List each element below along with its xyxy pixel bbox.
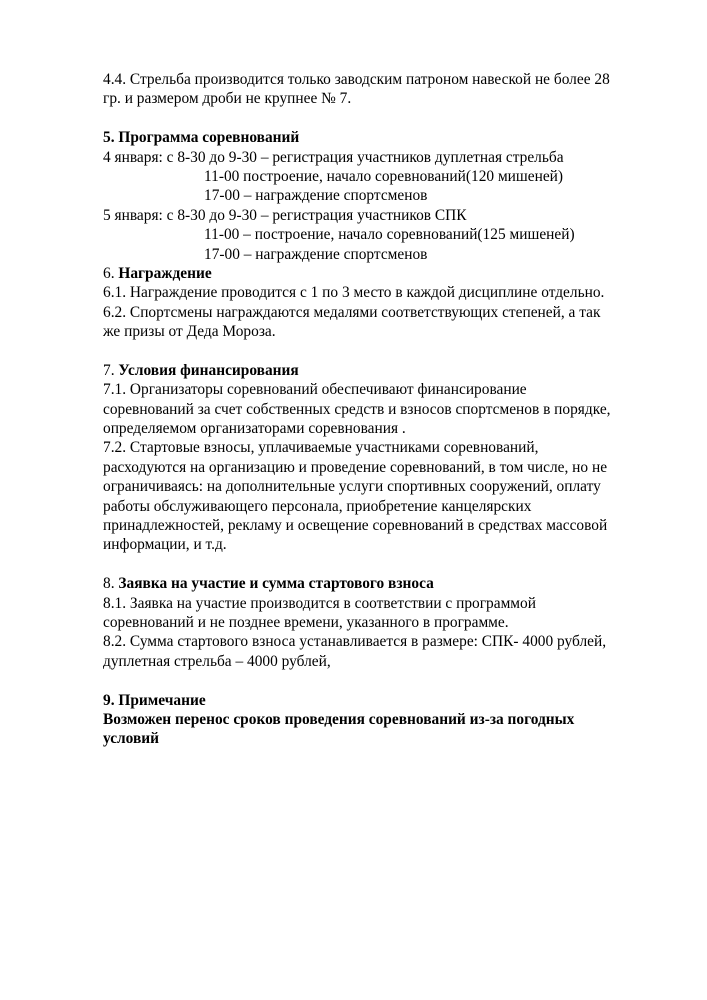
section-9-heading: 9. Примечание bbox=[103, 691, 206, 709]
schedule-day-1: 4 января: с 8-30 до 9-30 – регистрация участников дуплетная стрельба bbox=[103, 148, 564, 166]
spacer bbox=[103, 555, 623, 574]
section-7-number: 7. bbox=[103, 361, 119, 379]
section-8-title: Заявка на участие и сумма стартового взноса bbox=[118, 575, 434, 593]
section-7-heading bbox=[103, 361, 623, 380]
section-6-title: Награждение bbox=[118, 264, 212, 282]
clause-8-2-line-1: 8.2. Сумма стартового взноса устанавливается в размере: СПК- 4000 рублей, bbox=[103, 633, 607, 651]
spacer bbox=[103, 671, 623, 690]
clause-8-2-line-2: дуплетная стрельба – 4000 рублей, bbox=[103, 652, 331, 670]
schedule-day-1-start: 11-00 построение, начало соревнований(120 мишеней) bbox=[204, 167, 564, 185]
clause-4-4-line-1: 4.4. Стрельба производится только заводским патроном навеской не более 28 bbox=[103, 71, 610, 88]
note-line-2: условий bbox=[103, 730, 160, 748]
clause-6-2-line-2: же призы от Деда Мороза. bbox=[103, 323, 276, 341]
clause-7-2-line-2: расходуются на организацию и проведение соревнований, в том числе, но не bbox=[103, 458, 608, 476]
schedule-day-2: 5 января: с 8-30 до 9-30 – регистрация участников СПК bbox=[103, 206, 467, 224]
clause-7-1-line-3: определяемом организаторами соревнования . bbox=[103, 420, 406, 438]
section-8-number: 8. bbox=[103, 575, 119, 593]
clause-7-2-line-6: информации, и т.д. bbox=[103, 536, 227, 554]
document-page bbox=[103, 70, 623, 749]
section-7-title: Условия финансирования bbox=[118, 361, 299, 379]
clause-7-2-line-4: работы обслуживающего персонала, приобретение канцелярских bbox=[103, 497, 532, 515]
clause-7-2-line-3: ограничиваясь: на дополнительные услуги спортивных сооружений, оплату bbox=[103, 478, 601, 496]
clause-6-1: 6.1. Награждение проводится с 1 по 3 место в каждой дисциплине отдельно. bbox=[103, 284, 605, 302]
clause-7-2-line-5: принадлежностей, рекламу и освещение соревнований в средствах массовой bbox=[103, 516, 608, 534]
clause-7-2-line-1: 7.2. Стартовые взносы, уплачиваемые участниками соревнований, bbox=[103, 439, 539, 457]
clause-7-1-line-2: соревнований за счет собственных средств и взносов спортсменов в порядке, bbox=[103, 400, 611, 418]
section-5-heading: 5. Программа соревнований bbox=[103, 129, 300, 147]
clause-8-1-line-2: соревнований и не позднее времени, указанного в программе. bbox=[103, 613, 509, 631]
schedule-day-2-start: 11-00 – построение, начало соревнований(125 мишеней) bbox=[204, 226, 575, 244]
section-8-heading bbox=[103, 574, 623, 593]
note-line-1: Возможен перенос сроков проведения соревнований из-за погодных bbox=[103, 710, 575, 728]
clause-8-1-line-1: 8.1. Заявка на участие производится в соответствии с программой bbox=[103, 594, 536, 612]
schedule-day-1-awards: 17-00 – награждение спортсменов bbox=[204, 187, 428, 205]
spacer bbox=[103, 341, 623, 360]
clause-7-1-line-1: 7.1. Организаторы соревнований обеспечивают финансирование bbox=[103, 381, 527, 399]
schedule-day-2-awards: 17-00 – награждение спортсменов bbox=[204, 245, 428, 263]
section-6-number: 6. bbox=[103, 264, 119, 282]
clause-6-2-line-1: 6.2. Спортсмены награждаются медалями соответствующих степеней, а так bbox=[103, 303, 601, 321]
section-6-heading bbox=[103, 264, 623, 283]
spacer bbox=[103, 109, 623, 128]
clause-4-4-line-2: гр. и размером дроби не крупнее № 7. bbox=[103, 90, 352, 108]
